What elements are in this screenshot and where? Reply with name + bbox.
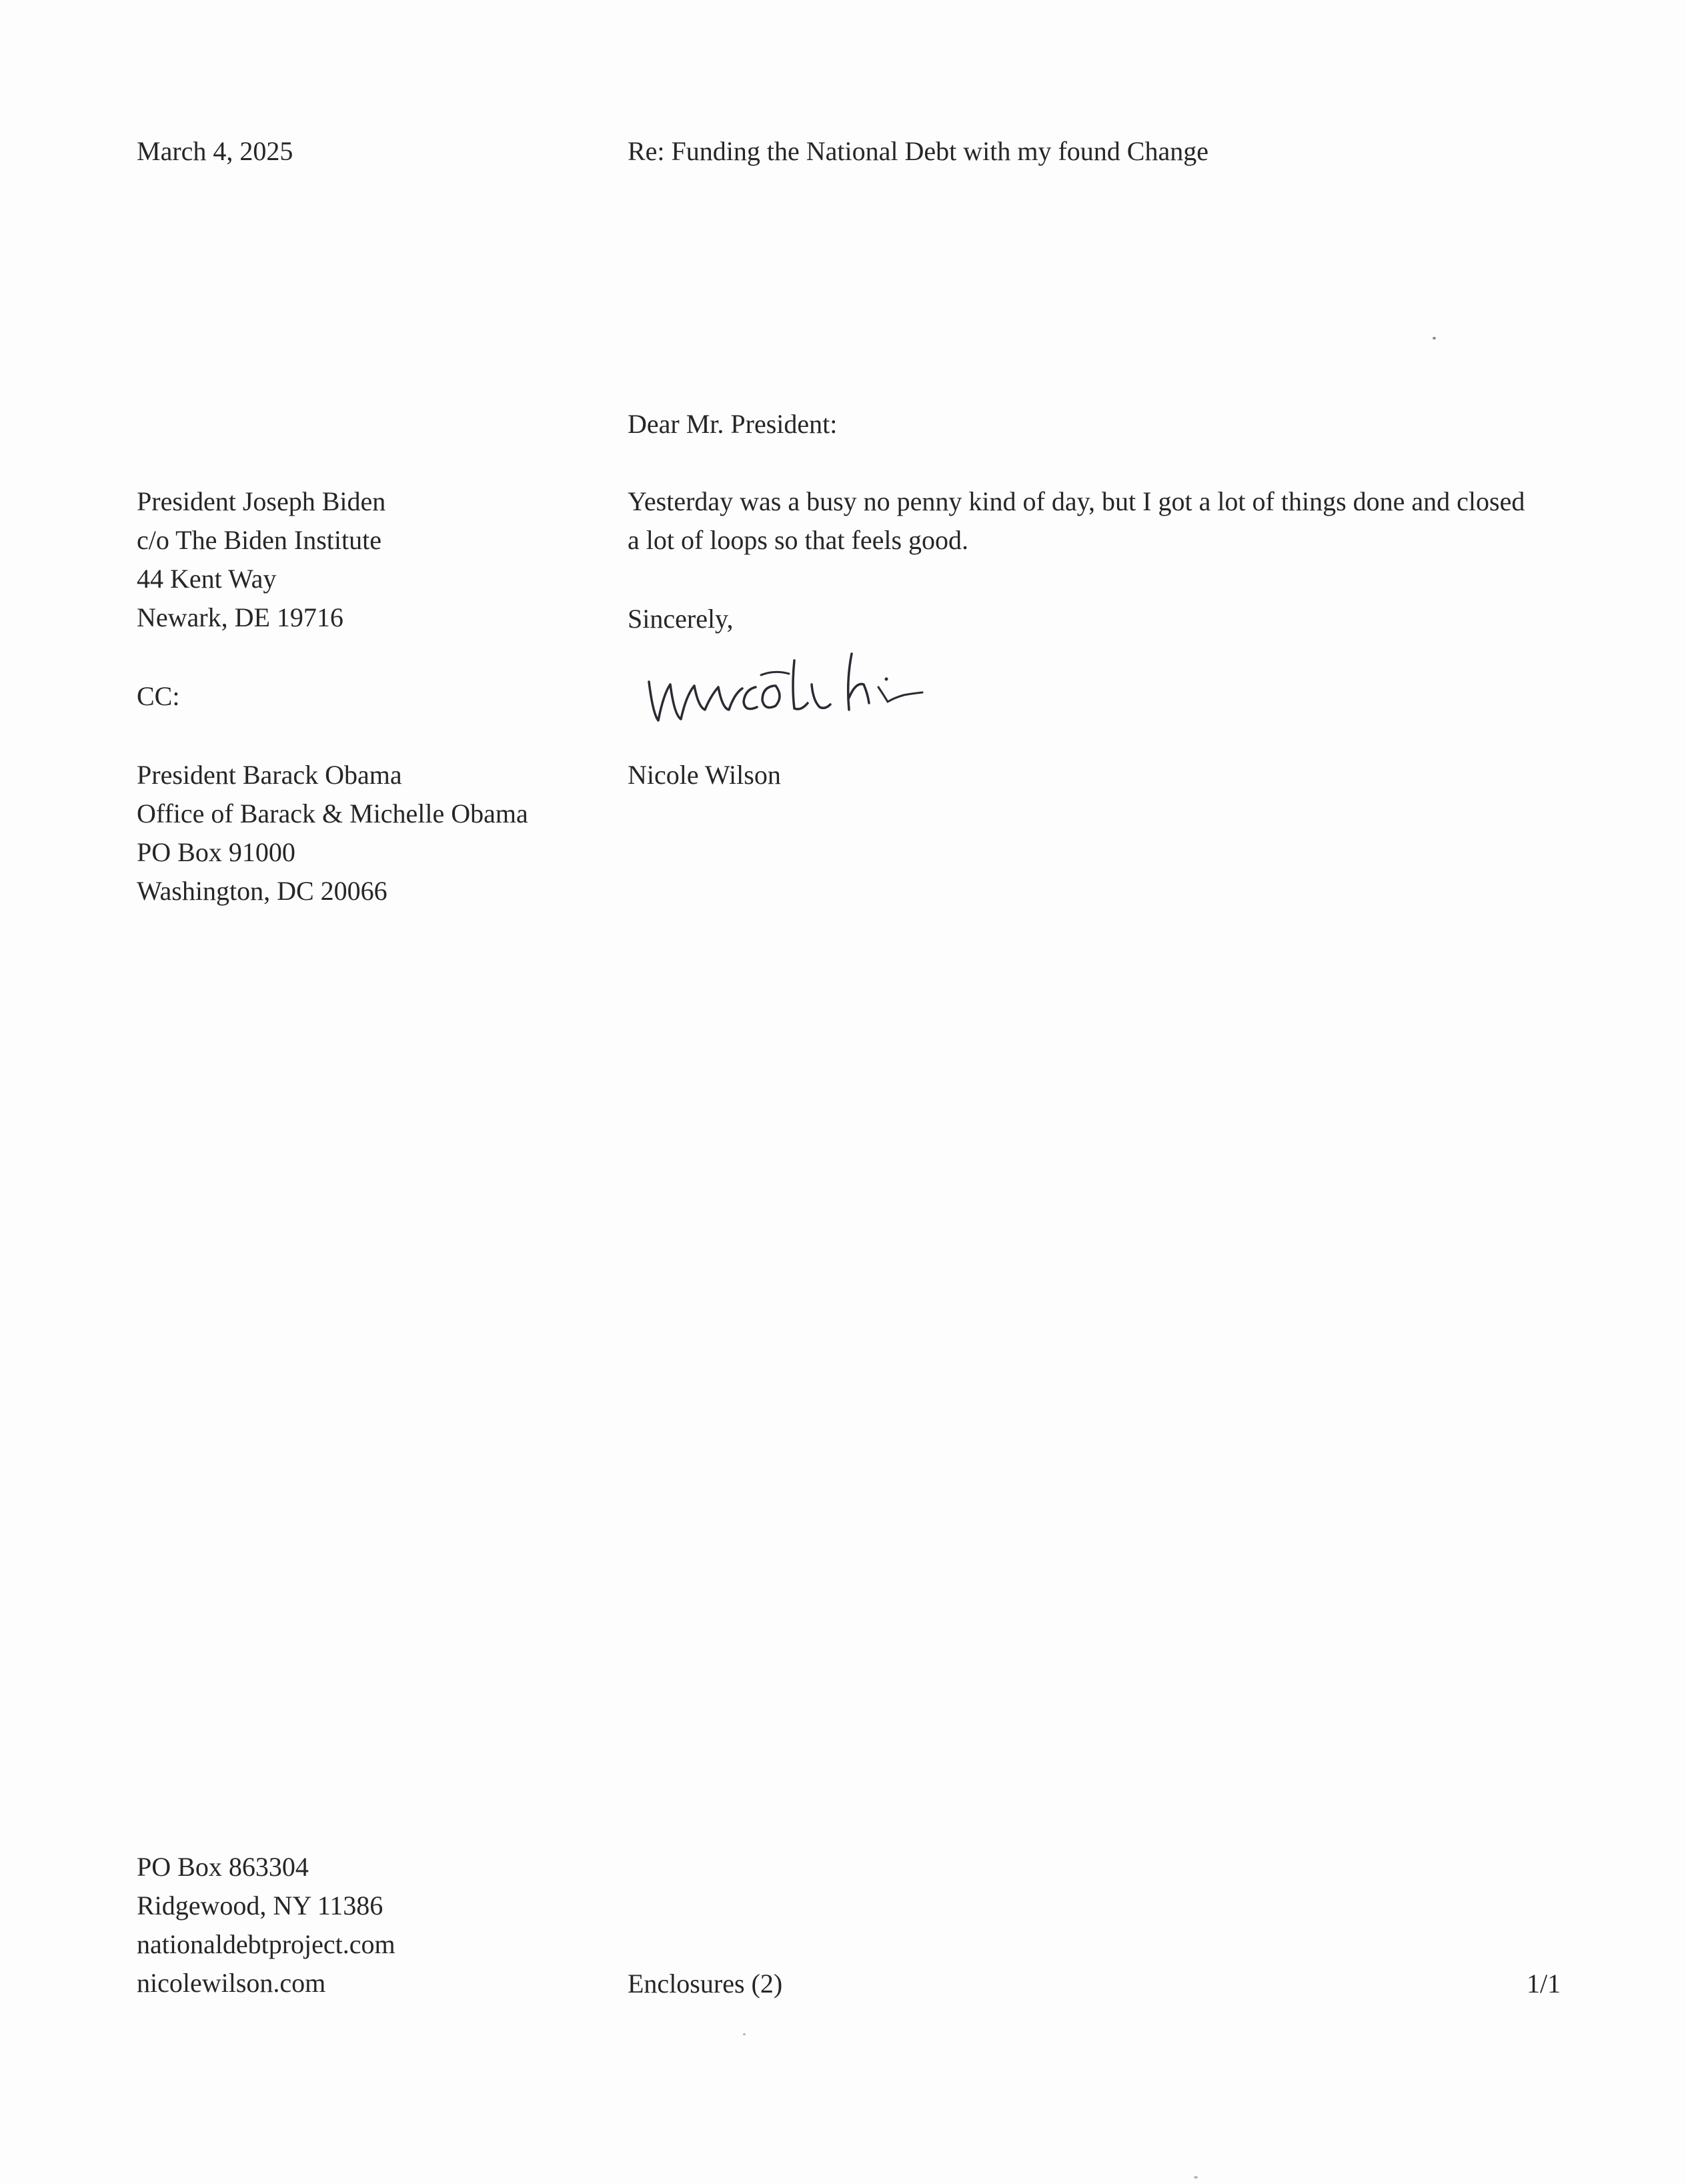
scan-speck — [1194, 2176, 1198, 2179]
scan-speck — [743, 2033, 746, 2035]
recipient-address — [137, 482, 385, 637]
address-line: c/o The Biden Institute — [137, 525, 381, 555]
address-line: 44 Kent Way — [137, 564, 277, 594]
subject-line: Re: Funding the National Debt with my found Change — [628, 136, 1208, 166]
sender-address — [137, 1848, 395, 2003]
address-line: Office of Barack & Michelle Obama — [137, 798, 528, 829]
signer-name: Nicole Wilson — [628, 760, 781, 790]
salutation: Dear Mr. President: — [628, 409, 838, 439]
address-line: Ridgewood, NY 11386 — [137, 1890, 383, 1921]
website-link: nationaldebtproject.com — [137, 1929, 395, 1959]
address-line: PO Box 91000 — [137, 837, 295, 867]
enclosures-note: Enclosures (2) — [628, 1969, 783, 1999]
handwritten-signature — [644, 640, 977, 740]
address-line: President Barack Obama — [137, 760, 402, 790]
body-line: a lot of loops so that feels good. — [628, 525, 969, 555]
body-line: Yesterday was a busy no penny kind of day, but I got a lot of things done and closed — [628, 486, 1525, 516]
address-line: President Joseph Biden — [137, 486, 386, 516]
address-line: PO Box 863304 — [137, 1852, 309, 1882]
address-line: Newark, DE 19716 — [137, 602, 343, 632]
website-link: nicolewilson.com — [137, 1968, 326, 1998]
letter-date: March 4, 2025 — [137, 136, 293, 166]
closing: Sincerely, — [628, 604, 734, 634]
cc-label: CC: — [137, 681, 180, 711]
letter-body — [628, 482, 1525, 560]
address-line: Washington, DC 20066 — [137, 876, 387, 906]
scan-speck — [1433, 337, 1436, 340]
cc-recipient-address — [137, 756, 528, 911]
page-number: 1/1 — [1527, 1969, 1561, 1999]
